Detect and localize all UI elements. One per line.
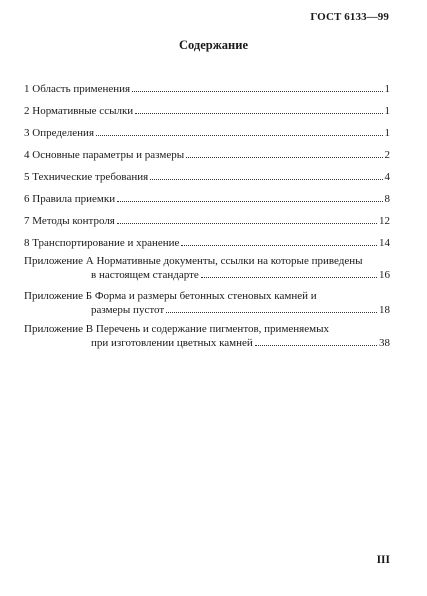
toc-entry-5[interactable]	[24, 170, 390, 184]
appendix-title: Приложение А Нормативные документы, ссылки на которые приведены	[24, 255, 363, 267]
toc-entry-label: 4 Основные параметры и размеры	[24, 149, 185, 161]
toc-entry-label: 7 Методы контроля	[24, 215, 115, 227]
appendix-page: 18	[379, 304, 390, 316]
document-code: ГОСТ 6133—99	[310, 11, 389, 23]
appendix-title-cont: в настоящем стандарте	[91, 269, 199, 281]
toc-appendix-b[interactable]	[24, 290, 390, 317]
leader-dots	[96, 126, 382, 136]
toc-entry-page: 4	[384, 171, 390, 183]
toc-entry-1[interactable]	[24, 82, 390, 96]
toc-entry-page: 14	[379, 237, 390, 249]
leader-dots	[135, 104, 382, 114]
toc-entry-6[interactable]	[24, 192, 390, 206]
appendix-continuation	[91, 268, 390, 282]
page-number: III	[376, 554, 390, 566]
appendix-continuation	[91, 336, 390, 350]
toc-entry-label: 3 Определения	[24, 127, 95, 139]
leader-dots	[201, 268, 377, 278]
toc-appendix-c[interactable]	[24, 323, 390, 350]
appendix-page: 16	[379, 269, 390, 281]
toc-entry-7[interactable]	[24, 214, 390, 228]
toc-entry-label: 1 Область применения	[24, 83, 131, 95]
toc-entry-3[interactable]	[24, 126, 390, 140]
appendix-continuation	[91, 303, 390, 317]
toc-appendix-a[interactable]	[24, 255, 390, 282]
toc-entry-2[interactable]	[24, 104, 390, 118]
toc-entry-label: 6 Правила приемки	[24, 193, 116, 205]
leader-dots	[186, 148, 382, 158]
appendix-title-cont: размеры пустот	[91, 304, 165, 316]
toc-entry-label: 2 Нормативные ссылки	[24, 105, 134, 117]
appendix-title: Приложение В Перечень и содержание пигментов, применяемых	[24, 323, 329, 335]
appendix-page: 38	[379, 337, 390, 349]
leader-dots	[150, 170, 382, 180]
leader-dots	[117, 214, 377, 224]
toc-entry-page: 1	[384, 127, 390, 139]
leader-dots	[132, 82, 382, 92]
leader-dots	[181, 236, 377, 246]
toc-entry-page: 12	[379, 215, 390, 227]
toc-entry-page: 8	[384, 193, 390, 205]
toc-entry-4[interactable]	[24, 148, 390, 162]
leader-dots	[166, 303, 377, 313]
toc-entry-page: 2	[384, 149, 390, 161]
toc-entry-page: 1	[384, 105, 390, 117]
toc-entry-8[interactable]	[24, 236, 390, 250]
toc-title: Содержание	[178, 38, 248, 52]
leader-dots	[255, 336, 377, 346]
appendix-title-cont: при изготовлении цветных камней	[91, 337, 253, 349]
leader-dots	[117, 192, 382, 202]
toc-entry-page: 1	[384, 83, 390, 95]
toc-entry-label: 5 Технические требования	[24, 171, 149, 183]
appendix-title: Приложение Б Форма и размеры бетонных стеновых камней и	[24, 290, 317, 302]
toc-entry-label: 8 Транспортирование и хранение	[24, 237, 180, 249]
